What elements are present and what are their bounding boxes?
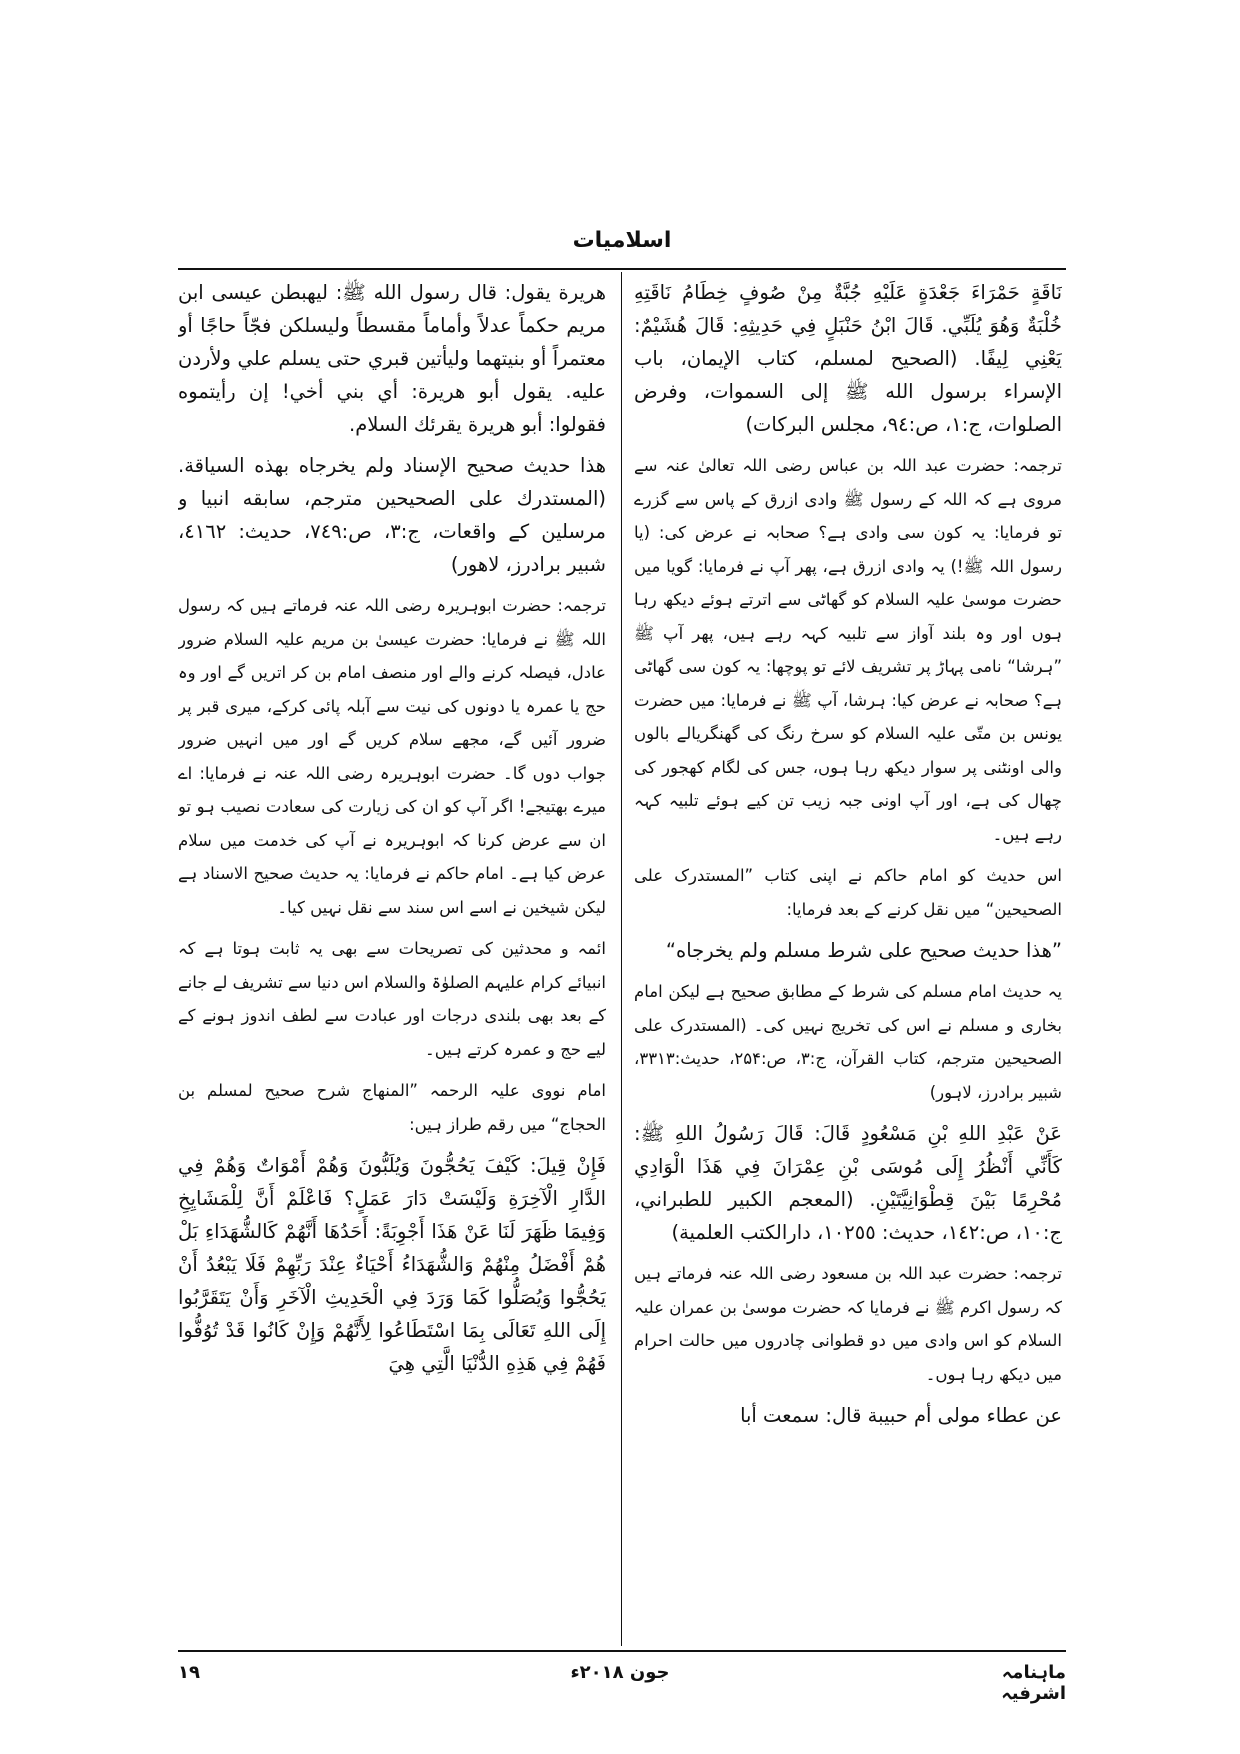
column-divider: [621, 272, 622, 1646]
urdu-commentary: اس حدیث کو امام حاکم نے اپنی کتاب ”المستدرک علی الصحیحین“ میں نقل کرنے کے بعد فرمایا:: [634, 866, 1062, 919]
header-rule: [178, 268, 1066, 270]
arabic-reference: هذا حديث صحيح الإسناد ولم يخرجاه بهذه السياقة. (المستدرك على الصحيحين مترجم، سابقه انبيا و مرسلين کے واقعات، ج:٣، ص:٧٤٩، حديث: ٤١٦٢، شبير برادرز، لاهور): [178, 454, 606, 576]
left-column: [178, 276, 606, 1644]
arabic-quote: فَإِنْ قِيلَ: كَيْفَ يَحُجُّونَ وَيُلَبُّونَ وَهُمْ أَمْوَاتٌ وَهُمْ فِي الدَّارِ الْآخِرَةِ وَلَيْسَتْ دَارَ عَمَلٍ؟ فَاعْلَمْ أَنَّ لِلْمَشَايِخِ وَفِيمَا ظَهَرَ لَنَا عَنْ هَذَا أَجْوِبَةً: أَحَدُهَا أَنَّهُمْ كَالشُّهَدَاءِ بَلْ هُمْ أَفْضَلُ مِنْهُمْ وَالشُّهَدَاءُ أَحْيَاءٌ عِنْدَ رَبِّهِمْ فَلَا يَبْعُدُ أَنْ يَحُجُّوا وَيُصَلُّوا كَمَا وَرَدَ فِي الْحَدِيثِ الْآخَرِ وَأَنْ يَتَقَرَّبُوا إِلَى اللهِ تَعَالَى بِمَا اسْتَطَاعُوا لِأَنَّهُمْ وَإِنْ كَانُوا قَدْ تُوُفُّوا فَهُمْ فِي هَذِهِ الدُّنْيَا الَّتِي هِيَ: [178, 1154, 606, 1375]
hadith-arabic-text: عَنْ عَبْدِ اللهِ بْنِ مَسْعُودٍ قَالَ: قَالَ رَسُولُ اللهِ ﷺ: كَأَنِّي أَنْظُرُ إِلَى مُوسَى بْنِ عِمْرَانَ فِي هَذَا الْوَادِي مُحْرِمًا بَيْنَ قِطْوَانِيَّتَيْنِ. (المعجم الكبير للطبراني، ج:١٠، ص:١٤٢، حديث: ١٠٢٥٥، دارالكتب العلمية): [634, 1122, 1062, 1244]
hadith-arabic-text: هريرة يقول: قال رسول الله ﷺ: ليهبطن عيسى ابن مريم حكماً عدلاً وأماماً مقسطاً وليسلكن فجّاً حاجًا أو معتمراً أو بنيتهما وليأتين قبري حتى يسلم علي ولأردن عليه. يقول أبو هريرة: أي بني أخي! إن رأيتموه فقولوا: أبو هريرة يقرئك السلام.: [178, 281, 606, 436]
urdu-translation: ترجمہ: حضرت ابوہریرہ رضی اللہ عنہ فرماتے ہیں کہ رسول اللہ ﷺ نے فرمایا: حضرت عیسیٰ بن مریم علیہ السلام ضرور عادل، فیصلہ کرنے والے اور منصف امام بن کر اتریں گے اور وہ حج یا عمرہ یا دونوں کی نیت سے آبلہ پائی کرکے، میری قبر پر ضرور آئیں گے، مجھے سلام کریں گے اور میں انہیں ضرور جواب دوں گا۔ حضرت ابوہریرہ رضی اللہ عنہ نے فرمایا: اے میرے بھتیجے! اگر آپ کو ان کی زیارت کی سعادت نصیب ہو تو ان سے عرض کرنا کہ ابوہریرہ نے آپ کی خدمت میں سلام عرض کیا ہے۔ امام حاکم نے فرمایا: یہ حدیث صحیح الاسناد ہے لیکن شیخین نے اسے اس سند سے نقل نہیں کیا۔: [178, 596, 606, 917]
arabic-quote: ”هذا حديث صحيح على شرط مسلم ولم يخرجاه“: [665, 939, 1062, 962]
footer-rule: [178, 1650, 1066, 1652]
urdu-commentary-reference: یہ حدیث امام مسلم کی شرط کے مطابق صحیح ہے لیکن امام بخاری و مسلم نے اس کی تخریج نہیں کی۔ (المستدرک علی الصحیحین مترجم، کتاب القرآن، ج:۳، ص:۲۵۴، حدیث:۳۳۱۳، شبیر برادرز، لاہور): [634, 982, 1062, 1102]
hadith-arabic-text: نَاقَةٍ حَمْرَاءَ جَعْدَةٍ عَلَيْهِ جُبَّةٌ مِنْ صُوفٍ خِطَامُ نَاقَتِهِ خُلْبَةٌ وَهُوَ يُلَبِّي. قَالَ ابْنُ حَنْبَلٍ فِي حَدِيثِهِ: قَالَ هُشَيْمٌ: يَعْنِي لِيفًا. (الصحيح لمسلم، كتاب الإيمان، باب الإسراء برسول الله ﷺ إلى السموات، وفرض الصلوات، ج:١، ص:٩٤، مجلس البركات): [634, 281, 1062, 436]
hadith-arabic-text: عن عطاء مولى أم حبيبة قال: سمعت أبا: [740, 1404, 1062, 1427]
urdu-commentary: ائمہ و محدثین کی تصریحات سے بھی یہ ثابت ہوتا ہے کہ انبیائے کرام علیہم الصلوٰۃ والسلام اس دنیا سے تشریف لے جانے کے بعد بھی بلندی درجات اور عبادت سے لطف اندوز ہونے کے لیے حج و عمرہ کرتے ہیں۔: [178, 939, 606, 1059]
urdu-commentary: امام نووی علیہ الرحمہ ”المنهاج شرح صحيح لمسلم بن الحجاج“ میں رقم طراز ہیں:: [178, 1081, 606, 1134]
footer-magazine-name: ماہنامہ اشرفیہ: [1001, 1662, 1066, 1704]
urdu-translation: ترجمہ: حضرت عبد اللہ بن مسعود رضی اللہ عنہ فرماتے ہیں کہ رسول اکرم ﷺ نے فرمایا کہ حضرت موسیٰ بن عمران علیہ السلام کو اس وادی میں دو قطوانی چادروں میں حالت احرام میں دیکھ رہا ہوں۔: [634, 1264, 1062, 1384]
page-header-title: اسلامیات: [572, 228, 672, 253]
urdu-translation: ترجمہ: حضرت عبد اللہ بن عباس رضی اللہ تعالیٰ عنہ سے مروی ہے کہ اللہ کے رسول ﷺ وادی ازرق کے پاس سے گزرے تو فرمایا: یہ کون سی وادی ہے؟ صحابہ نے عرض کی: (یا رسول اللہ ﷺ!) یہ وادی ازرق ہے، پھر آپ نے فرمایا: گویا میں حضرت موسیٰ علیہ السلام کو گھاٹی سے اترتے ہوئے دیکھ رہا ہوں اور وہ بلند آواز سے تلبیہ کہہ رہے ہیں، پھر آپ ﷺ ”ہرشا“ نامی پہاڑ پر تشریف لائے تو پوچھا: یہ کون سی گھاٹی ہے؟ صحابہ نے عرض کیا: ہرشا، آپ ﷺ نے فرمایا: میں حضرت یونس بن متّی علیہ السلام کو سرخ رنگ کی گھنگریالے بالوں والی اونٹنی پر سوار دیکھ رہا ہوں، جس کی لگام کھجور کی چھال کی ہے، اور آپ اونی جبہ زیب تن کیے ہوئے تلبیہ کہہ رہے ہیں۔: [634, 456, 1062, 844]
footer-issue-date: جون ۲۰۱۸ء: [570, 1662, 670, 1683]
right-column: [634, 276, 1062, 1644]
page-number: ۱۹: [178, 1662, 200, 1683]
